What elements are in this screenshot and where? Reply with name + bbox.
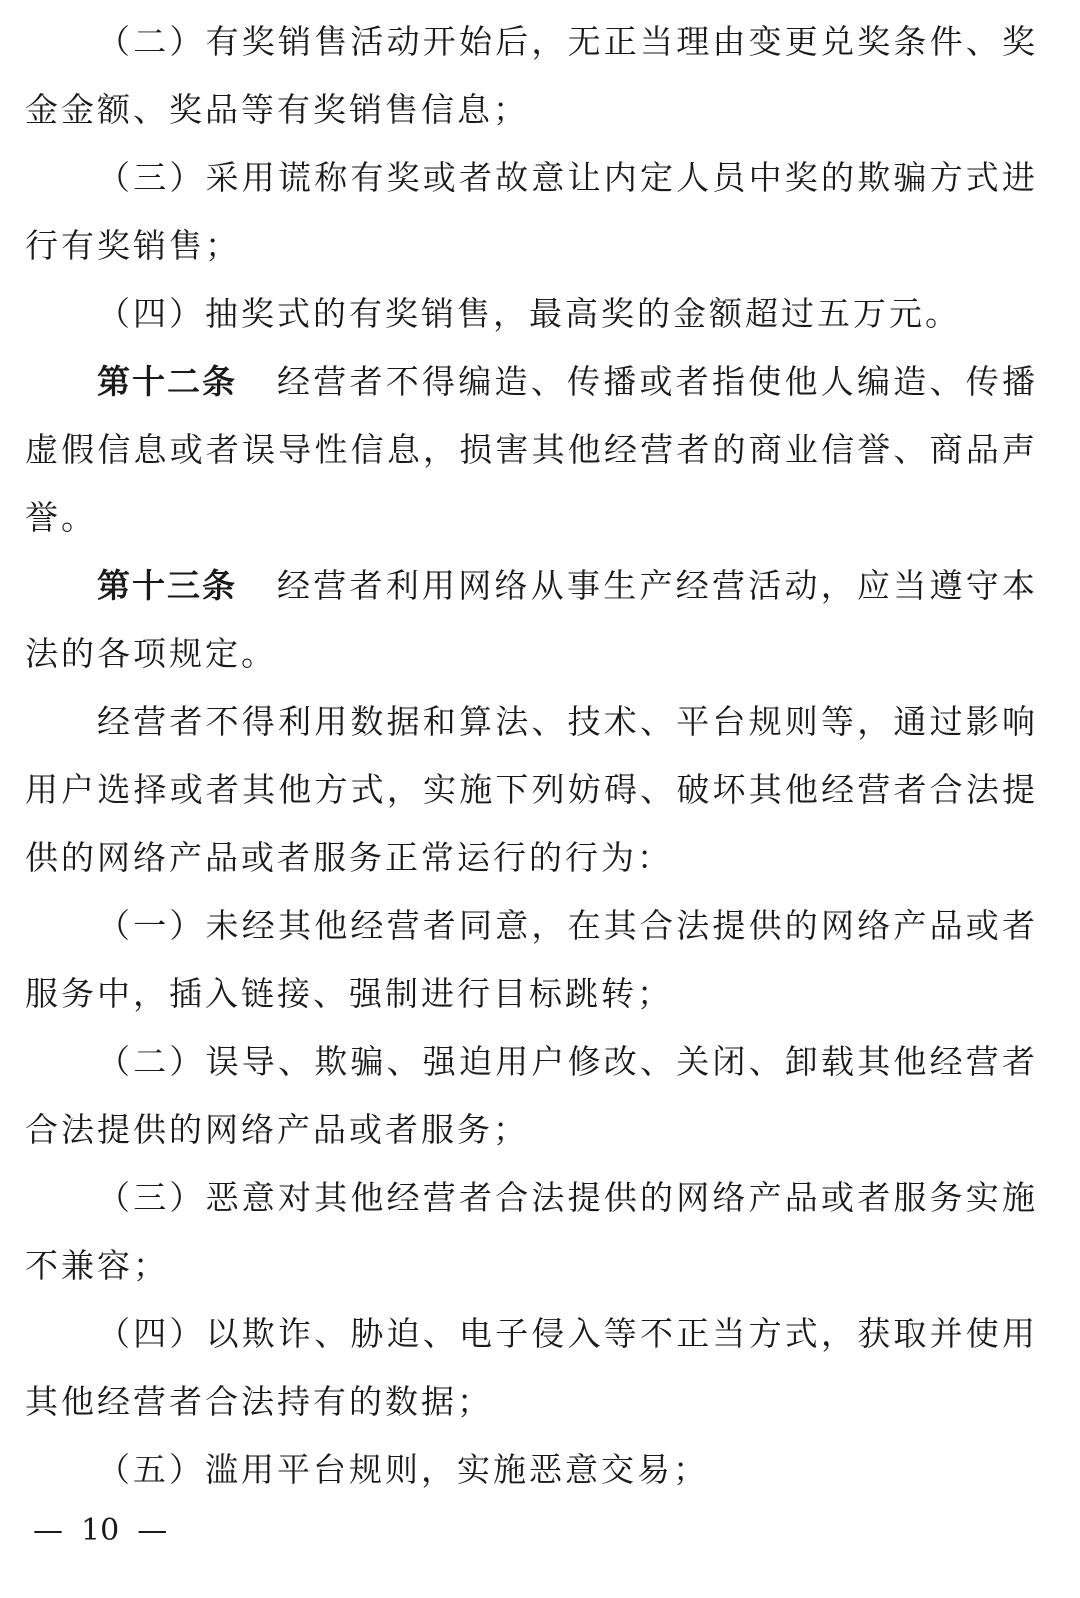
text-line: 法的各项规定。 xyxy=(25,634,277,673)
text-line: 金金额、奖品等有奖销售信息； xyxy=(25,90,529,129)
text-line: 服务中，插入链接、强制进行目标跳转； xyxy=(25,974,673,1013)
footer-dash-right: — xyxy=(137,1513,168,1548)
article-12-first-line xyxy=(97,348,1035,416)
text-line: 其他经营者合法持有的数据； xyxy=(25,1382,493,1421)
article-13-text: 经营者利用网络从事生产经营活动，应当遵守本 xyxy=(277,566,1035,605)
article-13-first-line xyxy=(97,552,1035,620)
page-number: 10 xyxy=(81,1513,120,1548)
text-line: 不兼容； xyxy=(25,1246,169,1285)
page-footer xyxy=(33,1511,167,1551)
text-line: 行有奖销售； xyxy=(25,226,241,265)
article-13-heading: 第十三条 xyxy=(97,566,237,605)
text-line: 供的网络产品或者服务正常运行的行为： xyxy=(25,838,673,877)
article-12-heading: 第十二条 xyxy=(97,362,237,401)
text-line: （一）未经其他经营者同意，在其合法提供的网络产品或者 xyxy=(97,906,1035,945)
text-line: 虚假信息或者误导性信息，损害其他经营者的商业信誉、商品声 xyxy=(25,430,1035,469)
text-line: （四）抽奖式的有奖销售，最高奖的金额超过五万元。 xyxy=(97,294,961,333)
text-line: （二）误导、欺骗、强迫用户修改、关闭、卸载其他经营者 xyxy=(97,1042,1035,1081)
footer-dash-left: — xyxy=(33,1513,63,1548)
text-line: （三）恶意对其他经营者合法提供的网络产品或者服务实施 xyxy=(97,1178,1035,1217)
text-line: 经营者不得利用数据和算法、技术、平台规则等，通过影响 xyxy=(97,702,1035,741)
text-line: （五）滥用平台规则，实施恶意交易； xyxy=(97,1450,709,1489)
text-line: （二）有奖销售活动开始后，无正当理由变更兑奖条件、奖 xyxy=(97,22,1035,61)
text-line: （四）以欺诈、胁迫、电子侵入等不正当方式，获取并使用 xyxy=(97,1314,1035,1353)
text-line: （三）采用谎称有奖或者故意让内定人员中奖的欺骗方式进 xyxy=(97,158,1035,197)
text-line: 合法提供的网络产品或者服务； xyxy=(25,1110,529,1149)
text-line: 用户选择或者其他方式，实施下列妨碍、破坏其他经营者合法提 xyxy=(25,770,1035,809)
article-12-text: 经营者不得编造、传播或者指使他人编造、传播 xyxy=(277,362,1035,401)
text-line: 誉。 xyxy=(25,498,97,537)
